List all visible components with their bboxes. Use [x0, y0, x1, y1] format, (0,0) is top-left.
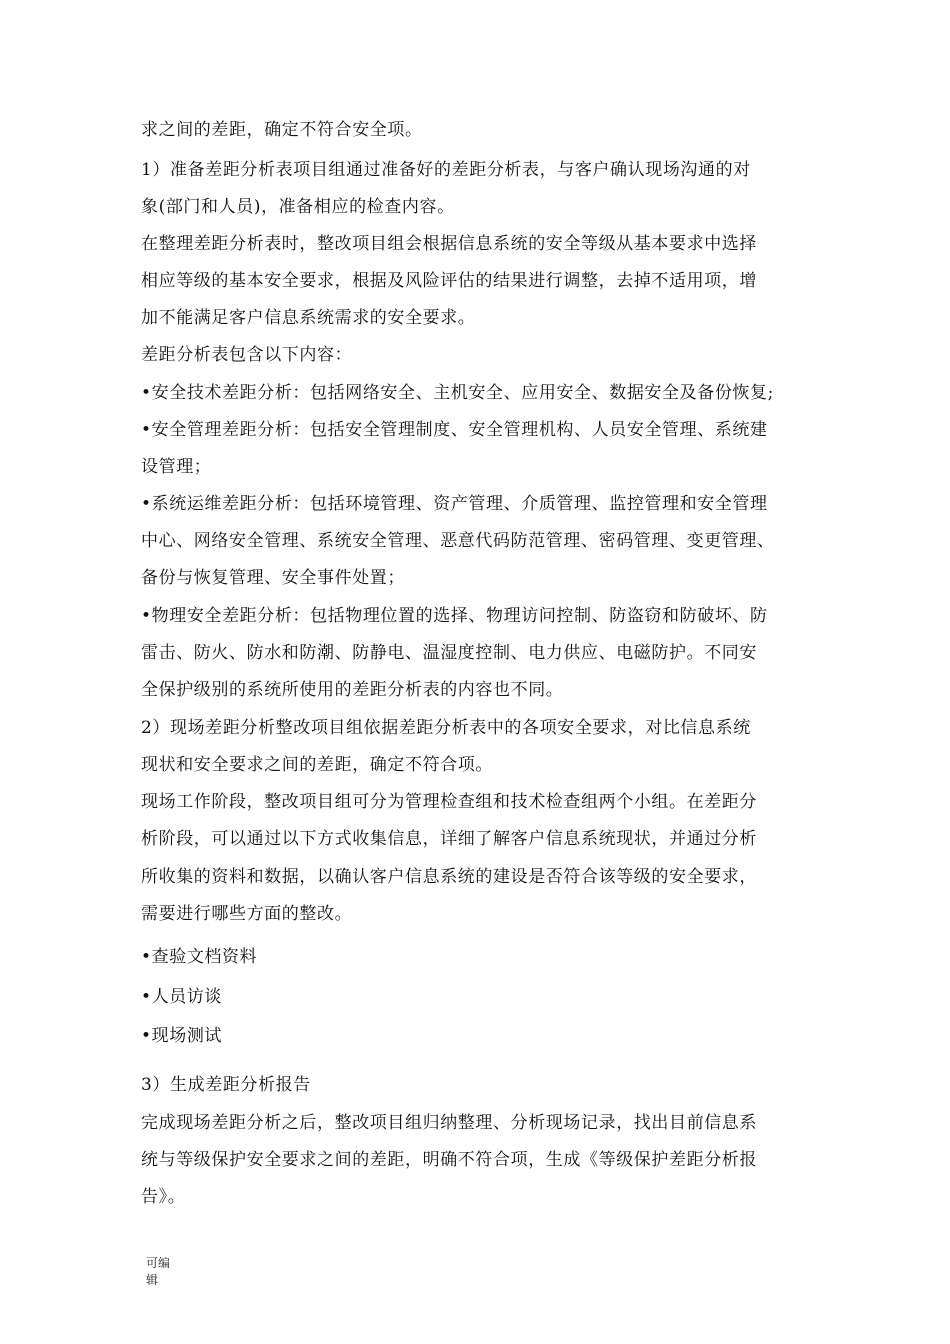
- list-item: •安全管理差距分析：包括安全管理制度、安全管理机构、人员安全管理、系统建: [141, 420, 768, 440]
- text-line: 1）准备差距分析表项目组通过准备好的差距分析表，与客户确认现场沟通的对: [141, 160, 751, 180]
- text-line: 相应等级的基本安全要求，根据及风险评估的结果进行调整，去掉不适用项，增: [141, 271, 757, 291]
- text-line: 全保护级别的系统所使用的差距分析表的内容也不同。: [141, 680, 564, 700]
- text-line: 所收集的资料和数据，以确认客户信息系统的建设是否符合该等级的安全要求，: [141, 867, 757, 887]
- list-item: •查验文档资料: [141, 947, 258, 967]
- text-line: 备份与恢复管理、安全事件处置；: [141, 568, 405, 588]
- section-heading: 3）生成差距分析报告: [141, 1075, 311, 1095]
- text-line: 完成现场差距分析之后，整改项目组归纳整理、分析现场记录，找出目前信息系: [141, 1113, 757, 1133]
- text-line: 现场工作阶段，整改项目组可分为管理检查组和技术检查组两个小组。在差距分: [141, 792, 757, 812]
- editable-footer-label: 可编辑: [146, 1256, 171, 1287]
- list-item: •系统运维差距分析：包括环境管理、资产管理、介质管理、监控管理和安全管理: [141, 494, 768, 514]
- text-line: 需要进行哪些方面的整改。: [141, 904, 353, 924]
- list-item: •人员访谈: [141, 987, 223, 1007]
- text-line: 差距分析表包含以下内容：: [141, 345, 353, 365]
- text-line: 中心、网络安全管理、系统安全管理、恶意代码防范管理、密码管理、变更管理、: [141, 531, 775, 551]
- text-line: 加不能满足客户信息系统需求的安全要求。: [141, 308, 476, 328]
- text-line: 设管理；: [141, 457, 212, 477]
- text-line: 雷击、防火、防水和防潮、防静电、温湿度控制、电力供应、电磁防护。不同安: [141, 643, 757, 663]
- list-item: •物理安全差距分析：包括物理位置的选择、物理访问控制、防盗窃和防破坏、防: [141, 606, 768, 626]
- list-item: •安全技术差距分析：包括网络安全、主机安全、应用安全、数据安全及备份恢复;: [141, 383, 774, 403]
- text-line: 求之间的差距，确定不符合安全项。: [141, 120, 423, 140]
- text-line: 现状和安全要求之间的差距，确定不符合项。: [141, 755, 493, 775]
- text-line: 析阶段，可以通过以下方式收集信息，详细了解客户信息系统现状，并通过分析: [141, 829, 757, 849]
- text-line: 告》。: [141, 1187, 186, 1207]
- text-line: 在整理差距分析表时，整改项目组会根据信息系统的安全等级从基本要求中选择: [141, 234, 757, 254]
- list-item: •现场测试: [141, 1026, 223, 1046]
- text-line: 2）现场差距分析整改项目组依据差距分析表中的各项安全要求，对比信息系统: [141, 718, 751, 738]
- text-line: 象(部门和人员)，准备相应的检查内容。: [141, 197, 455, 217]
- text-line: 统与等级保护安全要求之间的差距，明确不符合项，生成《等级保护差距分析报: [141, 1150, 757, 1170]
